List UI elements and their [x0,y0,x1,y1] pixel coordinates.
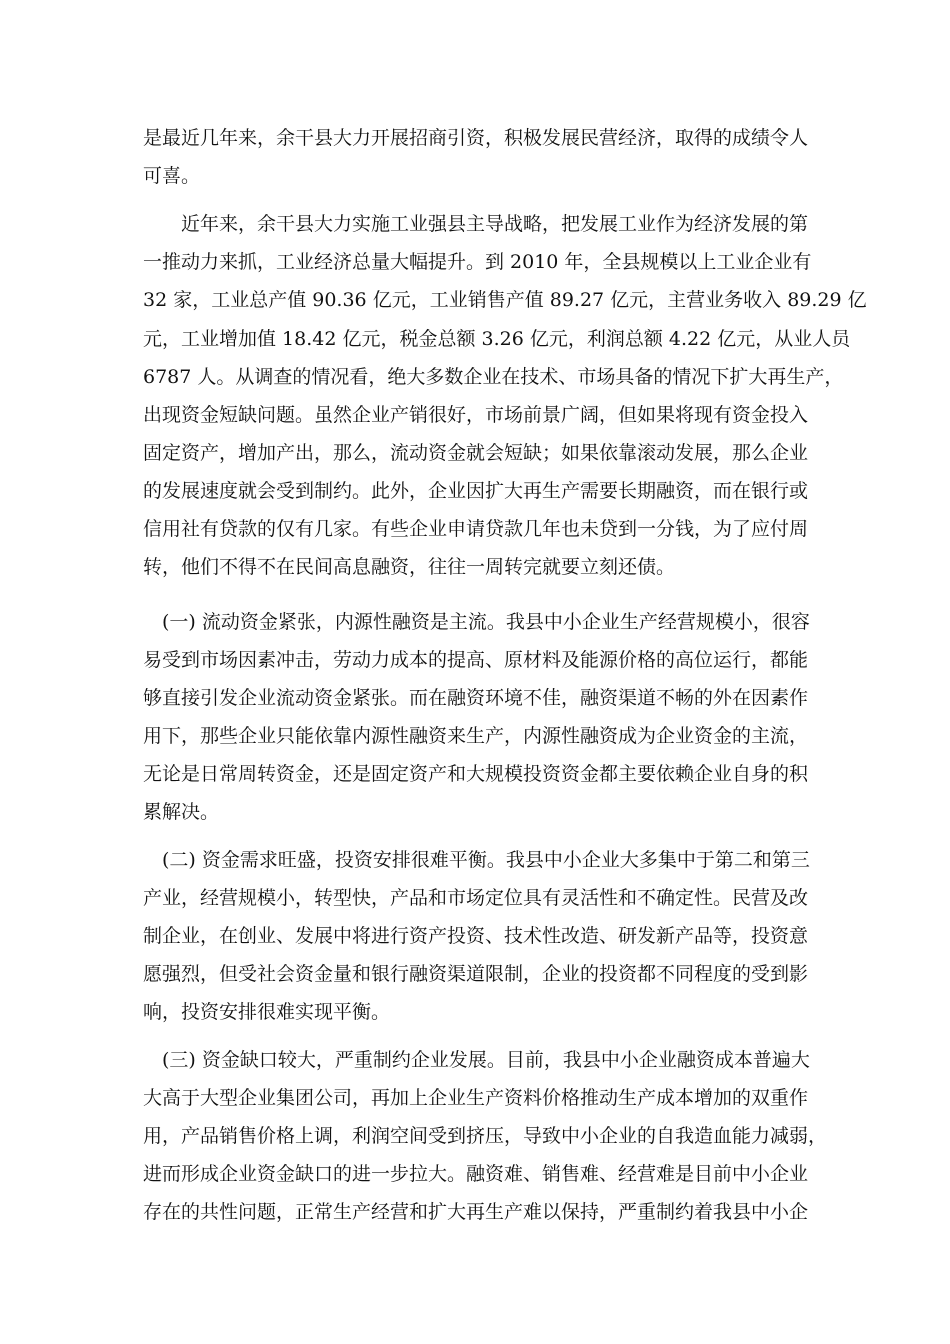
text-line: 用，产品销售价格上调，利润空间受到挤压，导致中小企业的自我造血能力减弱， [143,1125,828,1147]
text-line: 近年来，余干县大力实施工业强县主导战略，把发展工业作为经济发展的第 [181,213,809,235]
text-line: 愿强烈，但受社会资金量和银行融资渠道限制，企业的投资都不同程度的受到影 [143,963,809,985]
text-line: 够直接引发企业流动资金紧张。而在融资环境不佳，融资渠道不畅的外在因素作 [143,687,809,709]
text-line: 信用社有贷款的仅有几家。有些企业申请贷款几年也未贷到一分钱，为了应付周 [143,518,809,540]
text-line: 制企业，在创业、发展中将进行资产投资、技术性改造、研发新产品等，投资意 [143,925,809,947]
text-line: 固定资产，增加产出，那么，流动资金就会短缺；如果依靠滚动发展，那么企业 [143,442,809,464]
text-line: 用下，那些企业只能依靠内源性融资来生产，内源性融资成为企业资金的主流， [143,725,809,747]
text-line: (二) 资金需求旺盛，投资安排很难平衡。我县中小企业大多集中于第二和第三 [162,849,810,871]
text-line: 响，投资安排很难实现平衡。 [143,1001,391,1023]
text-line: 可喜。 [143,165,201,187]
text-line: (三) 资金缺口较大，严重制约企业发展。目前，我县中小企业融资成本普遍大 [162,1049,810,1071]
text-line: 一推动力来抓，工业经济总量大幅提升。到 2010 年，全县规模以上工业企业有 [143,251,812,273]
text-line: 进而形成企业资金缺口的进一步拉大。融资难、销售难、经营难是目前中小企业 [143,1163,809,1185]
text-line: 累解决。 [143,801,220,823]
text-line: 的发展速度就会受到制约。此外，企业因扩大再生产需要长期融资，而在银行或 [143,480,809,502]
text-line: 32 家，工业总产值 90.36 亿元，工业销售产值 89.27 亿元，主营业务收入 89.29 亿 [143,289,867,311]
text-line: 是最近几年来，余干县大力开展招商引资，积极发展民营经济，取得的成绩令人 [143,127,809,149]
text-line: 易受到市场因素冲击，劳动力成本的提高、原材料及能源价格的高位运行，都能 [143,649,809,671]
text-line: 6787 人。从调查的情况看，绝大多数企业在技术、市场具备的情况下扩大再生产， [143,366,844,388]
text-line: (一) 流动资金紧张，内源性融资是主流。我县中小企业生产经营规模小，很容 [162,611,810,633]
text-line: 产业，经营规模小，转型快，产品和市场定位具有灵活性和不确定性。民营及改 [143,887,809,909]
text-line: 元，工业增加值 18.42 亿元，税金总额 3.26 亿元，利润总额 4.22 亿元，从业人员 [143,328,851,350]
text-line: 转，他们不得不在民间高息融资，往往一周转完就要立刻还债。 [143,556,676,578]
text-line: 出现资金短缺问题。虽然企业产销很好，市场前景广阔，但如果将现有资金投入 [143,404,809,426]
text-line: 无论是日常周转资金，还是固定资产和大规模投资资金都主要依赖企业自身的积 [143,763,809,785]
text-line: 存在的共性问题，正常生产经营和扩大再生产难以保持，严重制约着我县中小企 [143,1201,809,1223]
text-line: 大高于大型企业集团公司，再加上企业生产资料价格推动生产成本增加的双重作 [143,1087,809,1109]
